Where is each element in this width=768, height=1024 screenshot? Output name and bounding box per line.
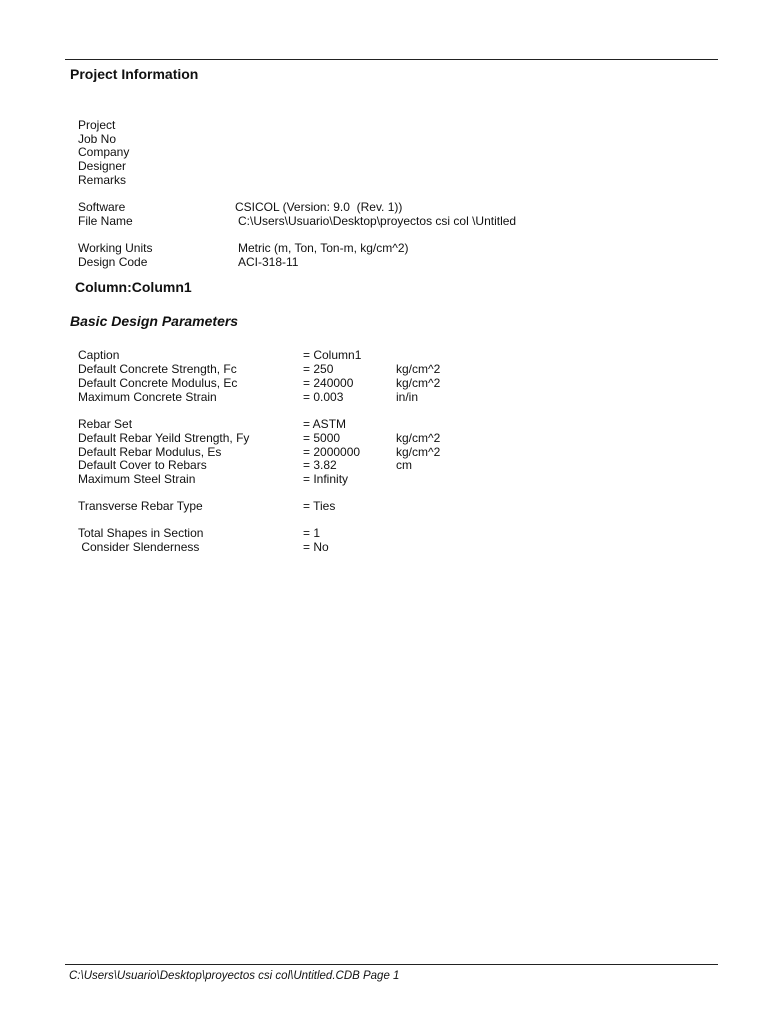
column-heading: Column:Column1	[75, 279, 192, 295]
parameter-value: = ASTM	[303, 417, 347, 431]
parameter-value: = 2000000	[303, 445, 361, 459]
basic-design-parameters-heading: Basic Design Parameters	[70, 313, 239, 329]
parameter-unit: kg/cm^2	[396, 445, 441, 459]
parameter-value: = 250	[303, 362, 334, 376]
parameter-label: Default Concrete Modulus, Ec	[78, 376, 238, 390]
project-information-heading: Project Information	[70, 66, 199, 82]
page-footer: C:\Users\Usuario\Desktop\proyectos csi col\Untitled.CDB Page 1	[69, 970, 400, 982]
parameter-label: Total Shapes in Section	[78, 526, 204, 540]
design-code-label: Design Code	[78, 255, 148, 269]
company-label: Company	[78, 145, 130, 159]
working-units-value: Metric (m, Ton, Ton-m, kg/cm^2)	[238, 241, 409, 255]
parameter-label: Rebar Set	[78, 417, 133, 431]
parameter-value: = Infinity	[303, 472, 349, 486]
parameter-value: = 0.003	[303, 390, 344, 404]
parameter-label: Default Rebar Modulus, Es	[78, 445, 222, 459]
design-code-value: ACI-318-11	[238, 255, 299, 269]
parameter-unit: kg/cm^2	[396, 376, 441, 390]
parameter-value: = Column1	[303, 348, 362, 362]
file-name-label: File Name	[78, 214, 133, 228]
parameter-label: Default Cover to Rebars	[78, 458, 207, 472]
parameter-value: = 5000	[303, 431, 341, 445]
top-rule	[65, 59, 718, 60]
parameter-unit: in/in	[396, 390, 419, 404]
parameter-value: = No	[303, 540, 329, 554]
software-label: Software	[78, 200, 126, 214]
bottom-rule	[65, 964, 718, 965]
parameter-label: Maximum Steel Strain	[78, 472, 196, 486]
parameter-value: = 1	[303, 526, 321, 540]
parameter-unit: kg/cm^2	[396, 362, 441, 376]
parameter-value: = 240000	[303, 376, 354, 390]
remarks-label: Remarks	[78, 173, 127, 187]
parameter-label: Default Rebar Yeild Strength, Fy	[78, 431, 250, 445]
working-units-label: Working Units	[78, 241, 153, 255]
job-no-label: Job No	[78, 132, 117, 146]
parameter-value: = Ties	[303, 499, 336, 513]
project-label: Project	[78, 118, 116, 132]
parameter-value: = 3.82	[303, 458, 337, 472]
parameter-unit: kg/cm^2	[396, 431, 441, 445]
parameter-unit: cm	[396, 458, 412, 472]
parameter-label: Transverse Rebar Type	[78, 499, 203, 513]
software-value: CSICOL (Version: 9.0 (Rev. 1))	[235, 200, 403, 214]
parameter-label: Maximum Concrete Strain	[78, 390, 217, 404]
parameter-label: Consider Slenderness	[78, 540, 200, 554]
file-name-value: C:\Users\Usuario\Desktop\proyectos csi col \Untitled	[238, 214, 517, 228]
parameter-label: Default Concrete Strength, Fc	[78, 362, 237, 376]
designer-label: Designer	[78, 159, 127, 173]
parameter-label: Caption	[78, 348, 120, 362]
